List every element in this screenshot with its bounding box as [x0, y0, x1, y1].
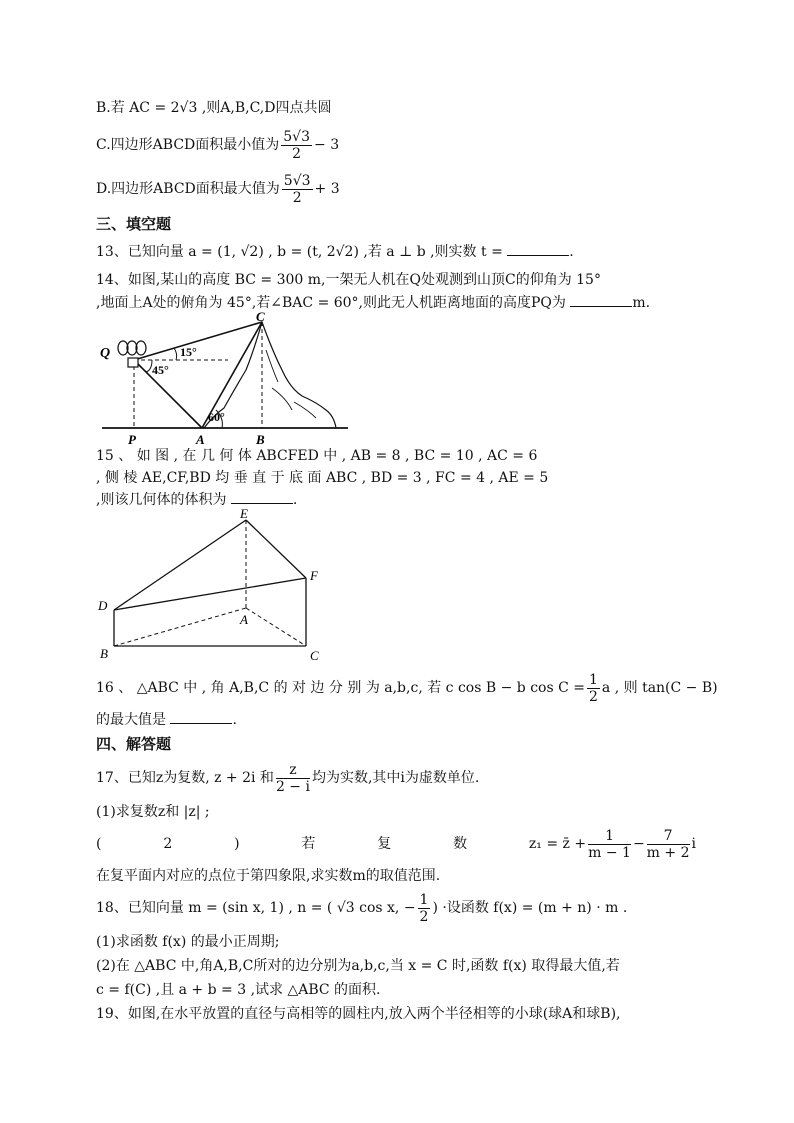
label-15: 15°	[180, 345, 197, 359]
label-e: E	[240, 506, 248, 521]
q14-answer-blank[interactable]	[570, 294, 632, 307]
q16-fraction	[587, 672, 600, 705]
label-b: B	[100, 646, 108, 661]
q18-part-1: (1)求函数 f(x) 的最小正周期;	[96, 934, 280, 950]
option-c-suffix: − 3	[314, 137, 340, 153]
q18-line-1	[96, 888, 627, 928]
edge-ba	[114, 608, 246, 646]
option-d-fraction	[282, 173, 313, 206]
q17-f1-denominator: m − 1	[588, 844, 631, 861]
section-4-heading: 四、解答题	[96, 735, 172, 753]
q17-text-b: 均为实数,其中i为虚数单位.	[311, 770, 480, 786]
q17-p2-word-5: 数	[453, 836, 468, 852]
q17-p2-formula	[529, 828, 696, 861]
q15-line-2: , 侧 棱 AE,CF,BD 均 垂 直 于 底 面 ABC , BD = 3 , FC = 4 , AE = 5	[96, 470, 549, 486]
mountain-detail	[266, 350, 316, 418]
label-b: B	[256, 432, 265, 447]
option-b: B.若 AC = 2√3 ,则A,B,C,D四点共圆	[96, 100, 332, 116]
option-c	[96, 124, 339, 166]
q18-fraction	[418, 892, 431, 925]
option-c-numerator: 5√3	[283, 128, 311, 145]
q16-line-1	[96, 668, 718, 708]
q17-p2-i: i	[691, 836, 696, 852]
q15-answer-blank[interactable]	[231, 491, 293, 504]
q15-figure	[96, 506, 336, 666]
q17-fraction-2	[647, 828, 690, 861]
q17-p2-word-4: 复	[377, 836, 392, 852]
q18-part-2-line-2: c = f(C) ,且 a + b = 3 ,试求 △ABC 的面积.	[96, 982, 381, 998]
option-d-suffix: + 3	[314, 181, 340, 197]
option-d-numerator: 5√3	[283, 172, 311, 189]
q14-figure	[96, 310, 356, 450]
q16-text-a: 16 、 △ABC 中 , 角 A,B,C 的 对 边 分 别 为 a,b,c, 若 c cos B − b cos C =	[96, 680, 585, 696]
q17-p2-word-1: 2	[163, 836, 173, 852]
q17-f1-numerator: 1	[588, 828, 631, 845]
label-d: D	[98, 598, 108, 613]
q16-line-2	[96, 710, 237, 730]
angle-15-arc	[174, 348, 177, 360]
label-a: A	[196, 432, 205, 447]
q13-end: .	[569, 244, 574, 260]
q17-f2-numerator: 7	[647, 828, 690, 845]
q14-line-1: 14、如图,某山的高度 BC = 300 m,一架无人机在Q处观测到山顶C的仰角为 15°	[96, 272, 601, 288]
edge-de	[114, 520, 246, 610]
q18-text-b: ) ·设函数 f(x) = (m + n) · m .	[432, 900, 628, 916]
question-13	[96, 242, 574, 262]
section-3-heading: 三、填空题	[96, 215, 172, 233]
q18-denominator: 2	[419, 908, 429, 925]
option-c-denominator: 2	[292, 145, 302, 162]
q17-p2-word-3: 若	[301, 836, 316, 852]
option-d-text: D.四边形ABCD面积最大值为	[96, 181, 280, 197]
label-45: 45°	[152, 363, 169, 377]
q16-line-2-text: 的最大值是	[96, 712, 166, 728]
q17-p2-word-2: )	[234, 836, 240, 852]
q18-part-2-line-1: (2)在 △ABC 中,角A,B,C所对的边分别为a,b,c,当 x = C 时,函数 f(x) 取得最大值,若	[96, 958, 620, 974]
label-60: 60°	[208, 410, 225, 424]
q16-denominator: 2	[589, 688, 598, 705]
q17-part-2-line-2: 在复平面内对应的点位于第四象限,求实数m的取值范围.	[96, 868, 441, 884]
q15-end: .	[292, 492, 298, 508]
edge-ac	[246, 608, 306, 646]
q17-fraction-1	[588, 828, 631, 861]
label-a: A	[240, 612, 248, 627]
label-f: F	[310, 568, 318, 583]
q16-answer-blank[interactable]	[170, 711, 232, 724]
q18-numerator: 1	[419, 891, 429, 908]
q16-numerator: 1	[589, 671, 598, 688]
q16-text-b: a , 则 tan(C − B)	[601, 680, 718, 696]
edge-df	[114, 578, 306, 610]
q16-end: .	[232, 712, 237, 728]
q13-text: 13、已知向量 a = (1, √2) , b = (t, 2√2) ,若 a ⊥ b ,则实数 t =	[96, 244, 503, 260]
q14-line-2-text: ,地面上A处的俯角为 45°,若∠BAC = 60°,则此无人机距离地面的高度PQ为	[96, 295, 566, 311]
q17-text-a: 17、已知z为复数, z + 2i 和	[96, 770, 274, 786]
q17-fraction	[276, 762, 310, 795]
q18-text-a: 18、已知向量 m = (sin x, 1) , n = ( √3 cos x, −	[96, 900, 416, 916]
q19-line-1: 19、如图,在水平放置的直径与高相等的圆柱内,放入两个半径相等的小球(球A和球B),	[96, 1006, 621, 1022]
q17-p2-minus: −	[632, 836, 645, 852]
option-d	[96, 168, 340, 210]
label-c: C	[256, 310, 265, 324]
q15-line-3-text: ,则该几何体的体积为	[96, 492, 227, 508]
option-d-denominator: 2	[292, 189, 302, 206]
q17-f2-denominator: m + 2	[646, 844, 690, 861]
q17-denominator: 2 − i	[275, 778, 310, 795]
q15-line-1: 15 、 如 图 , 在 几 何 体 ABCFED 中 , AB = 8 , BC = 10 , AC = 6	[96, 448, 538, 464]
q17-numerator: z	[276, 762, 310, 779]
q17-p2-formula-a: z₁ = z̄ +	[528, 836, 587, 852]
option-c-text: C.四边形ABCD面积最小值为	[96, 137, 280, 153]
edge-ef	[246, 520, 306, 578]
label-q: Q	[100, 346, 111, 361]
q17-part-1: (1)求复数z和 |z| ;	[96, 804, 210, 820]
q13-answer-blank[interactable]	[507, 243, 569, 256]
label-p: P	[128, 432, 136, 447]
q17-line-1	[96, 758, 479, 798]
drone-body-icon	[128, 358, 138, 367]
label-c: C	[310, 648, 319, 663]
q14-unit: m.	[632, 295, 651, 311]
option-c-fraction	[281, 129, 312, 162]
q17-p2-word-0: (	[96, 836, 102, 852]
q17-part-2	[96, 824, 696, 864]
